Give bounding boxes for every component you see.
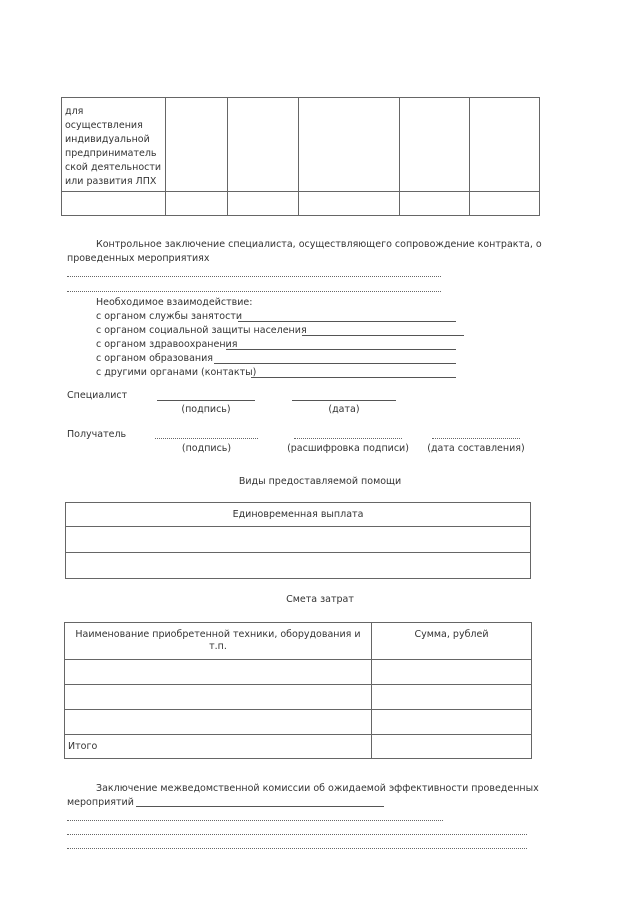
other-blank-line	[251, 377, 456, 378]
table-cell	[165, 98, 227, 192]
total-cell	[65, 735, 372, 759]
table-cell	[399, 98, 469, 192]
interaction-item-social: с органом социальной защиты населения	[96, 325, 307, 336]
education-blank-line	[214, 363, 456, 364]
top-table	[61, 97, 540, 216]
estimate-col1-line: т.п.	[209, 641, 227, 652]
signature-caption: (подпись)	[181, 443, 232, 454]
table-cell	[372, 710, 532, 735]
commission-blank-line	[67, 834, 527, 835]
commission-line-2: мероприятий	[67, 797, 134, 808]
estimate-table	[64, 622, 532, 759]
table-cell	[65, 660, 372, 685]
commission-inline-blank-line	[136, 806, 384, 807]
table-cell	[228, 192, 299, 216]
table-cell	[65, 710, 372, 735]
conclusion-line-1: Контрольное заключение специалиста, осуществляющего сопровождение контракта, о	[96, 239, 542, 250]
aid-table	[65, 502, 531, 579]
date-caption: (дата)	[328, 404, 360, 415]
signature-caption: (подпись)	[181, 404, 231, 415]
conclusion-line-2: проведенных мероприятиях	[67, 253, 210, 264]
table-cell	[399, 192, 469, 216]
cell-line: или развития ЛПХ	[65, 176, 157, 187]
estimate-col2-header	[372, 623, 532, 660]
estimate-col1-header	[65, 623, 372, 660]
aid-title: Виды предоставляемой помощи	[238, 476, 402, 487]
table-cell	[372, 685, 532, 710]
table-cell	[66, 527, 531, 553]
cell-line: ской деятельности	[65, 162, 162, 173]
table-cell	[62, 192, 166, 216]
recipient-decoding-line	[294, 438, 402, 439]
interaction-item-employment: с органом службы занятости	[96, 311, 243, 322]
decoding-caption: (расшифровка подписи)	[287, 443, 409, 454]
interaction-item-health: с органом здравоохранения	[96, 339, 238, 350]
conclusion-blank-line	[67, 291, 441, 292]
interaction-title: Необходимое взаимодействие:	[96, 297, 253, 308]
aid-header-cell	[66, 503, 531, 527]
health-blank-line	[226, 349, 456, 350]
compile-date-caption: (дата составления)	[427, 443, 525, 454]
aid-header: Единовременная выплата	[232, 509, 364, 520]
table-cell	[469, 98, 539, 192]
table-cell	[228, 98, 299, 192]
conclusion-blank-line	[67, 276, 441, 277]
table-cell	[299, 192, 400, 216]
cell-line: индивидуальной	[65, 134, 150, 145]
cell-line: осуществления	[65, 120, 143, 131]
estimate-col2-label: Сумма, рублей	[414, 629, 489, 640]
table-cell	[299, 98, 400, 192]
table-cell	[165, 192, 227, 216]
commission-line-1: Заключение межведомственной комиссии об ожидаемой эффективности проведенных	[96, 783, 539, 794]
commission-blank-line	[67, 820, 443, 821]
cell-line: для	[65, 106, 84, 117]
specialist-date-line	[292, 400, 396, 401]
interaction-item-other: с другими органами (контакты)	[96, 367, 257, 378]
table-cell	[469, 192, 539, 216]
specialist-label: Специалист	[67, 390, 128, 401]
specialist-signature-line	[157, 400, 255, 401]
estimate-title: Смета затрат	[286, 594, 354, 605]
interaction-item-education: с органом образования	[96, 353, 214, 364]
table-cell	[372, 660, 532, 685]
recipient-signature-line	[155, 438, 258, 439]
cell-line: предприниматель	[65, 148, 157, 159]
recipient-label: Получатель	[67, 429, 127, 440]
social-blank-line	[302, 335, 464, 336]
table-cell	[66, 553, 531, 579]
total-label: Итого	[68, 741, 98, 752]
estimate-col1-line: Наименование приобретенной техники, оборудования и	[75, 629, 361, 640]
top-table-first-cell	[62, 98, 166, 192]
table-cell	[372, 735, 532, 759]
table-cell	[65, 685, 372, 710]
recipient-date-line	[432, 438, 520, 439]
commission-blank-line	[67, 848, 527, 849]
employment-blank-line	[238, 321, 456, 322]
